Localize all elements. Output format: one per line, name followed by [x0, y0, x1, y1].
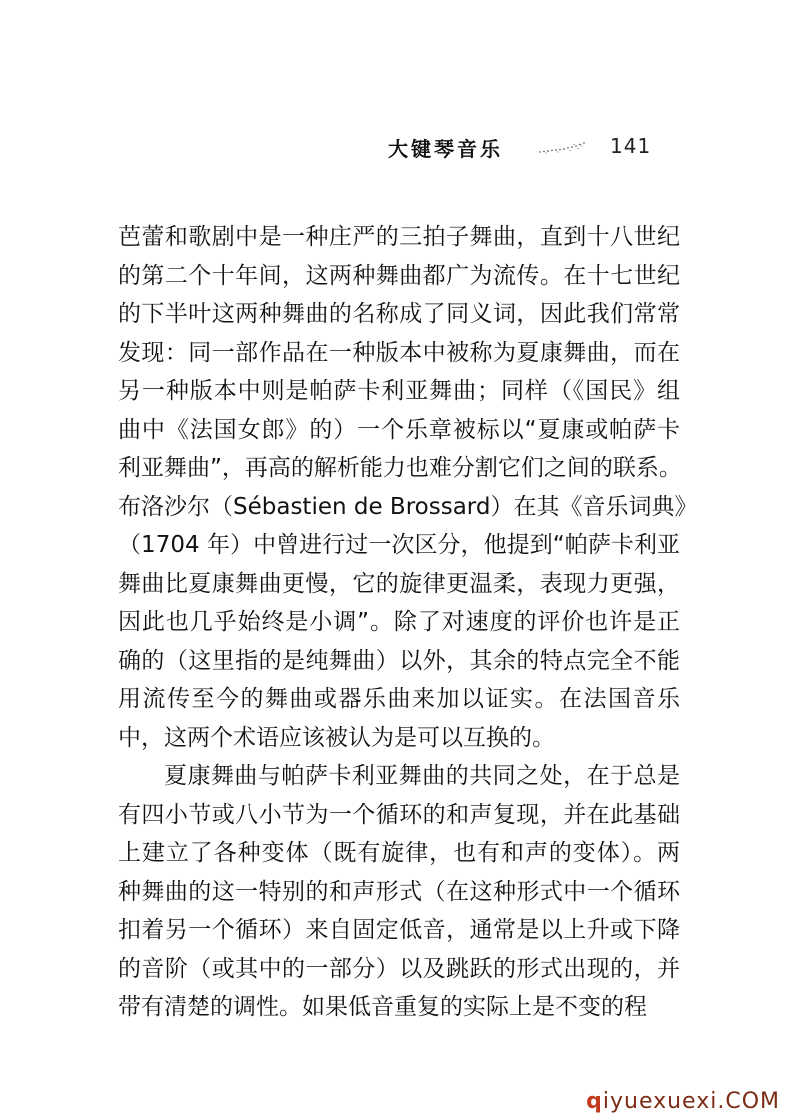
header-ornament-icon	[538, 140, 586, 154]
text-line: 曲中《法国女郎》的）一个乐章被标以“夏康或帕萨卡	[118, 416, 680, 443]
text-line: 确的（这里指的是纯舞曲）以外，其余的特点完全不能	[118, 647, 680, 674]
paragraph	[118, 218, 698, 757]
text-line: 布洛沙尔（Sébastien de Brossard）在其《音乐词典》	[118, 493, 698, 520]
chapter-title: 大键琴音乐	[388, 137, 503, 161]
text-line: 夏康舞曲与帕萨卡利亚舞曲的共同之处，在于总是	[164, 763, 680, 789]
text-line: 芭蕾和歌剧中是一种庄严的三拍子舞曲，直到十八世纪	[118, 224, 680, 250]
text-line: （1704 年）中曾进行过一次区分，他提到“帕萨卡利亚	[118, 532, 680, 558]
text-line: 扣着另一个循环）来自固定低音，通常是以上升或下降	[118, 917, 680, 943]
running-header	[388, 128, 652, 164]
text-line: 的音阶（或其中的一部分）以及跳跃的形式出现的，并	[118, 955, 680, 982]
text-line: 带有清楚的调性。如果低音重复的实际上是不变的程	[118, 994, 647, 1020]
text-line: 中，这两个术语应该被认为是可以互换的。	[118, 724, 555, 751]
text-line: 因此也几乎始终是小调”。除了对速度的评价也许是正	[118, 609, 680, 635]
watermark-logo-letter: q	[586, 1089, 603, 1114]
text-line: 利亚舞曲”，再高的解析能力也难分割它们之间的联系。	[118, 455, 682, 481]
text-line: 用流传至今的舞曲或器乐曲来加以证实。在法国音乐	[118, 686, 680, 712]
site-watermark	[586, 1089, 780, 1114]
paragraph-container	[118, 218, 698, 1027]
watermark-text: iyuexuexi.COM	[602, 1089, 780, 1114]
text-line: 的下半叶这两种舞曲的名称成了同义词，因此我们常常	[118, 301, 680, 327]
text-line: 舞曲比夏康舞曲更慢，它的旋律更温柔，表现力更强，	[118, 570, 680, 597]
text-line: 上建立了各种变体（既有旋律，也有和声的变体）。两	[118, 840, 680, 866]
text-line: 的第二个十年间，这两种舞曲都广为流传。在十七世纪	[118, 262, 680, 289]
body-text	[118, 218, 698, 1027]
text-line: 另一种版本中则是帕萨卡利亚舞曲；同样（《国民》组	[118, 378, 680, 404]
text-line: 发现：同一部作品在一种版本中被称为夏康舞曲，而在	[118, 339, 680, 366]
page-number: 141	[610, 134, 652, 158]
text-line: 有四小节或八小节为一个循环的和声复现，并在此基础	[118, 801, 680, 828]
text-line: 种舞曲的这一特别的和声形式（在这种形式中一个循环	[118, 878, 680, 905]
paragraph	[118, 757, 680, 1027]
